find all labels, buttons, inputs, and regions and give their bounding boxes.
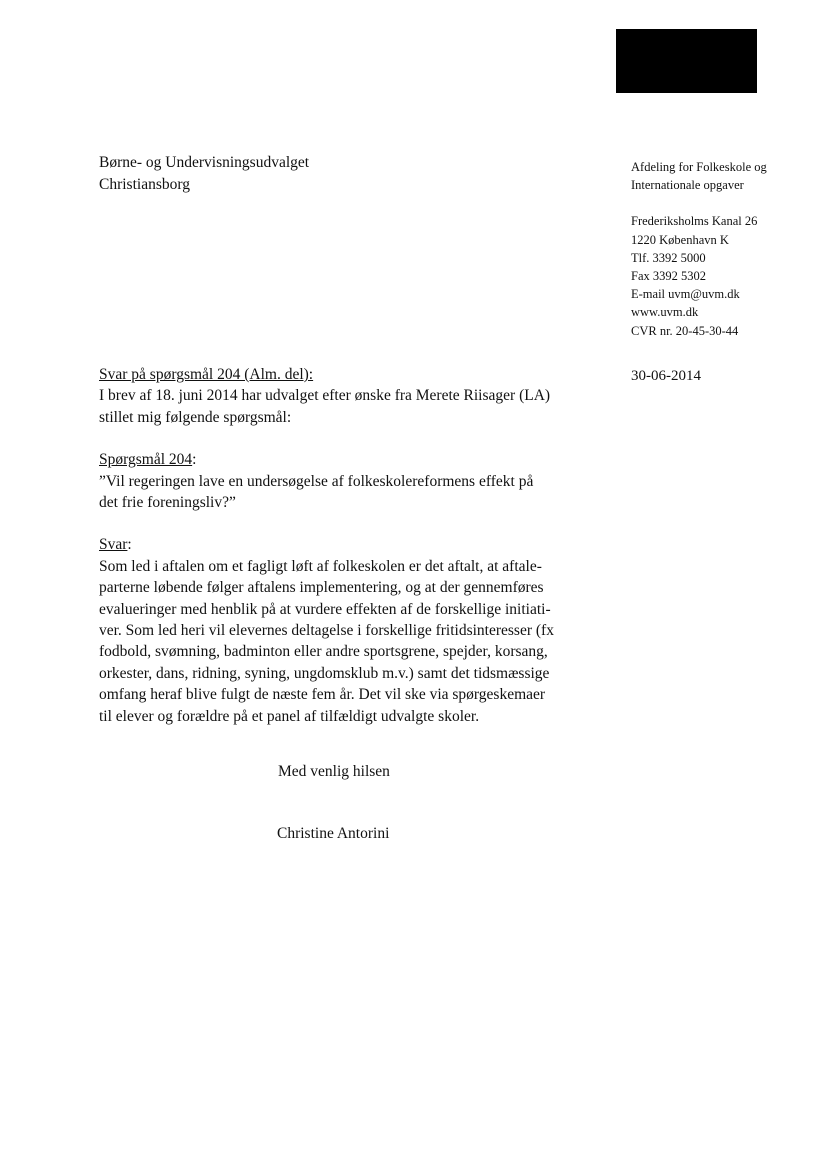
signature-name: Christine Antorini [277, 825, 390, 842]
intro-line-1: I brev af 18. juni 2014 har udvalget efter ønske fra Merete Riisager (LA) [99, 387, 551, 405]
answer-heading-colon: : [127, 536, 132, 554]
sender-info [631, 158, 821, 340]
recipient-line-2: Christiansborg [99, 176, 190, 193]
sender-website: www.uvm.dk [631, 305, 699, 320]
logo-block [616, 29, 757, 93]
answer-line: parterne løbende følger aftalens implementering, og at der gennemføres [99, 579, 544, 597]
recipient-line-1: Børne- og Undervisningsudvalget [99, 154, 310, 171]
question-line-2: det frie foreningsliv?” [99, 494, 236, 512]
answer-line: Som led i aftalen om et fagligt løft af folkeskolen er det aftalt, at aftale- [99, 557, 542, 575]
sender-department-2: Internationale opgaver [631, 178, 744, 193]
recipient-address [99, 152, 309, 196]
closing-salutation: Med venlig hilsen [278, 763, 390, 780]
answer-line: orkester, dans, ridning, syning, ungdomsklub m.v.) samt det tidsmæssige [99, 664, 550, 682]
sender-cvr: CVR nr. 20-45-30-44 [631, 323, 739, 338]
sender-address: Frederiksholms Kanal 26 [631, 214, 758, 229]
letter-subject: Svar på spørgsmål 204 (Alm. del): [99, 366, 314, 383]
answer-heading: Svar [99, 536, 128, 554]
question-heading: Spørgsmål 204 [99, 451, 193, 469]
sender-city: 1220 København K [631, 232, 729, 247]
letter-date: 30-06-2014 [631, 368, 701, 384]
question-line-1: ”Vil regeringen lave en undersøgelse af folkeskolereformens effekt på [99, 472, 534, 490]
answer-line: evalueringer med henblik på at vurdere effekten af de forskellige initiati- [99, 600, 551, 618]
sender-department-1: Afdeling for Folkeskole og [631, 160, 767, 174]
sender-fax: Fax 3392 5302 [631, 269, 706, 284]
answer-line: ver. Som led heri vil elevernes deltagelse i forskellige fritidsinteresser (fx [99, 622, 554, 640]
sender-email: E-mail uvm@uvm.dk [631, 287, 740, 302]
sender-phone: Tlf. 3392 5000 [631, 250, 706, 265]
answer-line: fodbold, svømning, badminton eller andre sportsgrene, spejder, korsang, [99, 643, 548, 661]
answer-line: omfang heraf blive fulgt de næste fem år. Det vil ske via spørgeskemaer [99, 686, 546, 704]
answer-line: til elever og forældre på et panel af tilfældigt udvalgte skoler. [99, 707, 480, 725]
question-heading-colon: : [192, 451, 197, 469]
question-heading-line [99, 449, 569, 470]
intro-line-2: stillet mig følgende spørgsmål: [99, 408, 292, 426]
answer-heading-line [99, 534, 569, 555]
letter-body [99, 364, 569, 727]
